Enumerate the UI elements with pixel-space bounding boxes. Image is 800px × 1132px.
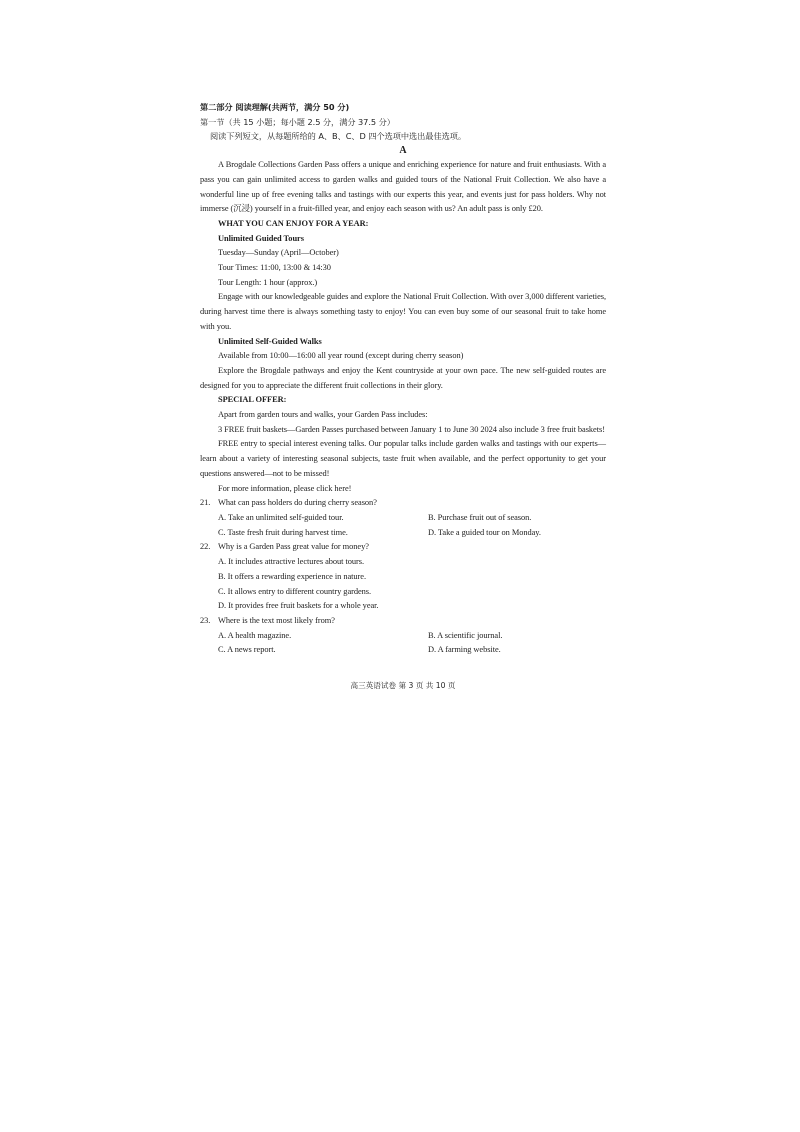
fruit-baskets-text: 3 FREE fruit baskets—Garden Passes purchased between January 1 to June 30 2024 also include 3 free fruit baskets! <box>218 424 605 434</box>
question-22-options <box>200 555 606 614</box>
option-d: D. It provides free fruit baskets for a whole year. <box>218 601 379 611</box>
option-c: C. Taste fresh fruit during harvest time. <box>218 527 348 537</box>
walks-availability: Available from 10:00—16:00 all year round (except during cherry season) <box>218 351 464 361</box>
question-23-options <box>200 629 606 658</box>
walks-description: Explore the Brogdale pathways and enjoy the Kent countryside at your own pace. The new self-guided routes are designed for you to appreciate the different fruit collections in their glory. <box>200 365 606 390</box>
more-info-text: For more information, please click here! <box>218 483 352 493</box>
page-footer: 高三英语试卷 第 3 页 共 10 页 <box>350 681 456 690</box>
question-23 <box>200 614 606 629</box>
question-number: 22. <box>200 542 211 552</box>
option-a: A. Take an unlimited self-guided tour. <box>218 512 344 522</box>
question-text: What can pass holders do during cherry season? <box>218 498 377 508</box>
tours-description: Engage with our knowledgeable guides and explore the National Fruit Collection. With over 3,000 different varieties, during harvest time there is always something tasty to enjoy! You can even buy some of our seasonal fruit to take home with you. <box>200 292 607 331</box>
page-content <box>200 100 606 658</box>
option-d: D. A farming website. <box>428 645 501 655</box>
option-c: C. A news report. <box>218 645 276 655</box>
question-21 <box>200 496 606 511</box>
option-b: B. It offers a rewarding experience in nature. <box>218 571 366 581</box>
tours-times: Tour Times: 11:00, 13:00 & 14:30 <box>218 263 331 273</box>
option-b: B. A scientific journal. <box>428 630 503 640</box>
question-number: 23. <box>200 615 211 625</box>
walks-heading: Unlimited Self-Guided Walks <box>218 336 322 346</box>
evening-talks-text: FREE entry to special interest evening talks. Our popular talks include garden walks and tastings with our experts—learn about a variety of interesting seasonal subjects, taste fruit when available, and the perfect opportunity to get your questions answered—not to be missed! <box>200 439 606 478</box>
instruction-text: 阅读下列短文，从每题所给的 A、B、C、D 四个选项中选出最佳选项。 <box>210 131 466 142</box>
passage-label: A <box>399 145 407 157</box>
part-heading: 第二部分 阅读理解(共两节，满分 50 分) <box>200 102 350 112</box>
special-offer-intro: Apart from garden tours and walks, your Garden Pass includes: <box>218 410 428 420</box>
passage-intro: A Brogdale Collections Garden Pass offers a unique and enriching experience for nature and fruit enthusiasts. With a pass you can gain unlimited access to garden walks and guided tours of the National Fruit Collection. We also have a wonderful line up of free evening talks and tastings with our experts this year, and events just for pass holders. Why not immerse (沉浸) yourself in a fruit-filled year, and enjoy each season with us? An adult pass is only £20. <box>200 160 606 214</box>
option-c: C. It allows entry to different country gardens. <box>218 586 372 596</box>
option-b: B. Purchase fruit out of season. <box>428 512 532 522</box>
option-a: A. It includes attractive lectures about tours. <box>218 557 365 567</box>
tours-heading: Unlimited Guided Tours <box>218 233 304 243</box>
question-text: Where is the text most likely from? <box>218 615 335 625</box>
question-number: 21. <box>200 498 211 508</box>
section-heading: 第一节（共 15 小题；每小题 2.5 分，满分 37.5 分） <box>200 116 395 127</box>
special-offer-heading: SPECIAL OFFER: <box>218 395 287 405</box>
question-22 <box>200 540 606 555</box>
tours-length: Tour Length: 1 hour (approx.) <box>218 277 318 287</box>
option-d: D. Take a guided tour on Monday. <box>428 527 541 537</box>
tours-days: Tuesday—Sunday (April—October) <box>218 248 339 258</box>
enjoy-heading: WHAT YOU CAN ENJOY FOR A YEAR: <box>218 218 369 228</box>
question-21-options <box>200 511 606 540</box>
question-text: Why is a Garden Pass great value for money? <box>218 542 369 552</box>
option-a: A. A health magazine. <box>218 630 292 640</box>
